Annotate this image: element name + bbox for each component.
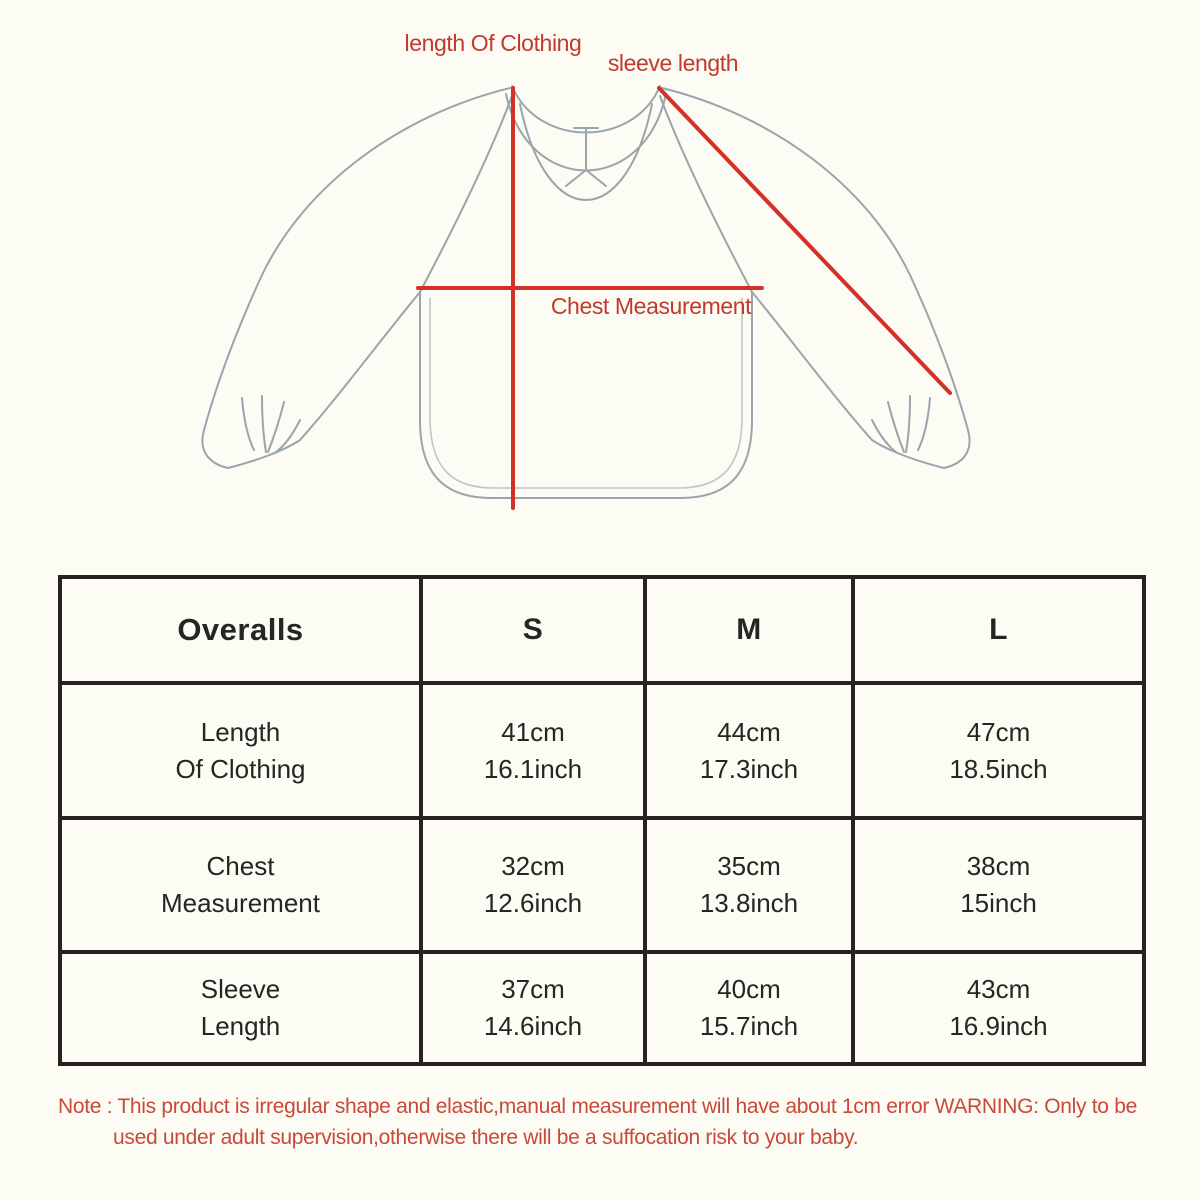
cell-length-m	[645, 683, 853, 818]
cell-line: Length	[200, 716, 281, 747]
cell-line: 38cm	[966, 851, 1031, 881]
col-header-m: M	[645, 577, 853, 683]
cell-line: 35cm	[717, 851, 781, 881]
cell-line: 15inch	[960, 888, 1037, 918]
cell-line: 16.9inch	[949, 1011, 1048, 1041]
cell-line: Length	[200, 1011, 281, 1041]
cell-line: 40cm	[717, 974, 781, 1004]
cell-chest-s	[421, 818, 645, 952]
cell-sleeve-m	[645, 952, 853, 1064]
col-header-overalls: Overalls	[60, 577, 421, 683]
row-label-length	[60, 683, 421, 818]
cell-sleeve-l	[853, 952, 1144, 1064]
cell-line: 44cm	[717, 716, 781, 747]
size-table	[58, 575, 1146, 1066]
cell-line: 41cm	[501, 716, 565, 747]
cell-line: 47cm	[966, 716, 1031, 747]
cell-line: 18.5inch	[949, 753, 1048, 784]
cell-sleeve-s	[421, 952, 645, 1064]
cell-chest-m	[645, 818, 853, 952]
row-label-sleeve	[60, 952, 421, 1064]
note-line-1: Note : This product is irregular shape and elastic,manual measurement will have about 1cm error WARNING: Only to be	[58, 1095, 1137, 1118]
cell-line: 12.6inch	[483, 888, 583, 918]
note-text	[58, 1091, 1142, 1153]
cell-line: Sleeve	[200, 974, 281, 1004]
size-table-header-row	[60, 577, 1144, 683]
cell-length-s	[421, 683, 645, 818]
cell-line: 16.1inch	[483, 753, 583, 784]
table-row-sleeve	[60, 952, 1144, 1064]
cell-line: Of Clothing	[175, 753, 306, 784]
label-length-of-clothing: length Of Clothing	[404, 30, 582, 56]
cell-line: Chest	[206, 851, 275, 881]
cell-chest-l	[853, 818, 1144, 952]
label-chest-measurement: Chest Measurement	[550, 293, 752, 319]
cell-line: 14.6inch	[483, 1011, 583, 1041]
cell-line: 32cm	[501, 851, 565, 881]
table-row-chest	[60, 818, 1144, 952]
note-line-2: used under adult supervision,otherwise there will be a suffocation risk to your baby.	[113, 1126, 859, 1149]
garment-diagram	[0, 0, 1200, 570]
cell-line: 43cm	[966, 974, 1031, 1004]
col-header-l: L	[853, 577, 1144, 683]
sleeve-measure-line	[659, 88, 950, 393]
cell-line: 15.7inch	[699, 1011, 799, 1041]
cell-line: 17.3inch	[699, 753, 799, 784]
table-row-length	[60, 683, 1144, 818]
cell-line: Measurement	[161, 888, 320, 918]
label-sleeve-length: sleeve length	[607, 50, 739, 76]
cell-length-l	[853, 683, 1144, 818]
row-label-chest	[60, 818, 421, 952]
col-header-s: S	[421, 577, 645, 683]
garment-drawing-icon	[0, 0, 1200, 570]
cell-line: 37cm	[501, 974, 565, 1004]
cell-line: 13.8inch	[699, 888, 799, 918]
